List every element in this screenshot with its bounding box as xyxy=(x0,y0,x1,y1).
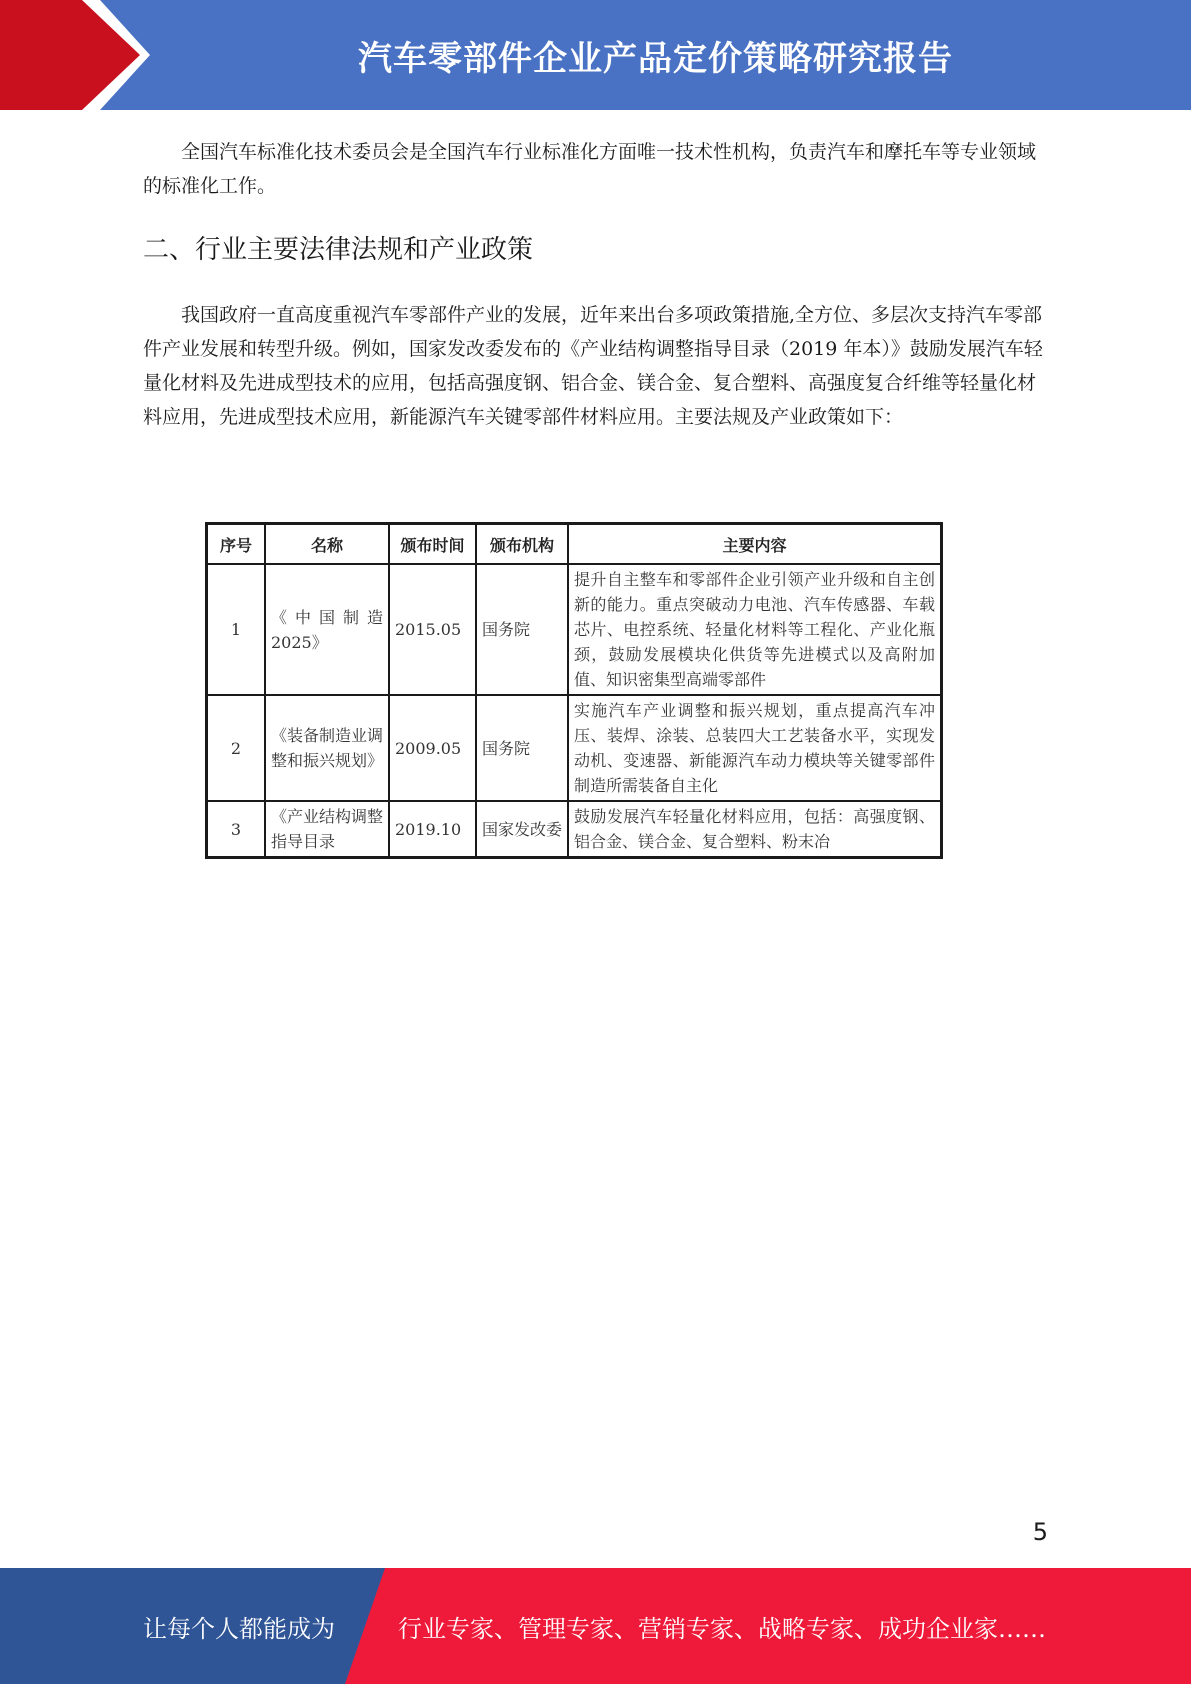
table-header-row xyxy=(207,524,942,565)
table-row xyxy=(207,695,942,801)
page-number: 5 xyxy=(1032,1518,1048,1546)
header-org: 颁布机构 xyxy=(476,524,568,565)
report-title: 汽车零部件企业产品定价策略研究报告 xyxy=(358,38,953,79)
cell-name: 《产业结构调整指导目录 xyxy=(265,801,389,858)
page-header xyxy=(0,0,1191,110)
header-date: 颁布时间 xyxy=(389,524,476,565)
intro-paragraph: 全国汽车标准化技术委员会是全国汽车行业标准化方面唯一技术性机构，负责汽车和摩托车等专业领域的标准化工作。 xyxy=(143,141,1037,197)
table-row xyxy=(207,564,942,695)
cell-index: 2 xyxy=(207,695,266,801)
footer-slogan-left: 让每个人都能成为 xyxy=(143,1614,335,1643)
header-index: 序号 xyxy=(207,524,266,565)
cell-org: 国务院 xyxy=(476,695,568,801)
table-row xyxy=(207,801,942,858)
cell-date: 2015.05 xyxy=(389,564,476,695)
cell-content: 鼓励发展汽车轻量化材料应用，包括：高强度钢、铝合金、镁合金、复合塑料、粉末冶 xyxy=(568,801,942,858)
cell-index: 3 xyxy=(207,801,266,858)
policy-paragraph: 我国政府一直高度重视汽车零部件产业的发展，近年来出台多项政策措施,全方位、多层次支持汽车零部件产业发展和转型升级。例如，国家发改委发布的《产业结构调整指导目录（2019 年本）》鼓励发展汽车轻量化材料及先进成型技术的应用，包括高强度钢、铝合金、镁合金、复合塑料、高强度复合纤维等轻量化材料应用，先进成型技术应用，新能源汽车关键零部件材料应用。主要法规及产业政策如下： xyxy=(143,304,1043,428)
header-name: 名称 xyxy=(265,524,389,565)
section-heading: 二、行业主要法律法规和产业政策 xyxy=(143,235,534,265)
cell-date: 2009.05 xyxy=(389,695,476,801)
cell-date: 2019.10 xyxy=(389,801,476,858)
cell-org: 国家发改委 xyxy=(476,801,568,858)
cell-content: 实施汽车产业调整和振兴规划，重点提高汽车冲压、装焊、涂装、总装四大工艺装备水平，实现发动机、变速器、新能源汽车动力模块等关键零部件制造所需装备自主化 xyxy=(568,695,942,801)
cell-name: 《中国制造2025》 xyxy=(265,564,389,695)
cell-name: 《装备制造业调整和振兴规划》 xyxy=(265,695,389,801)
header-arrow-decoration xyxy=(0,0,200,110)
policy-table xyxy=(205,522,943,859)
cell-org: 国务院 xyxy=(476,564,568,695)
cell-content: 提升自主整车和零部件企业引领产业升级和自主创新的能力。重点突破动力电池、汽车传感器、车载芯片、电控系统、轻量化材料等工程化、产业化瓶颈，鼓励发展模块化供货等先进模式以及高附加值、知识密集型高端零部件 xyxy=(568,564,942,695)
header-content: 主要内容 xyxy=(568,524,942,565)
cell-index: 1 xyxy=(207,564,266,695)
page-footer xyxy=(0,1568,1191,1684)
footer-slogan-right: 行业专家、管理专家、营销专家、战略专家、成功企业家…… xyxy=(398,1614,1046,1643)
